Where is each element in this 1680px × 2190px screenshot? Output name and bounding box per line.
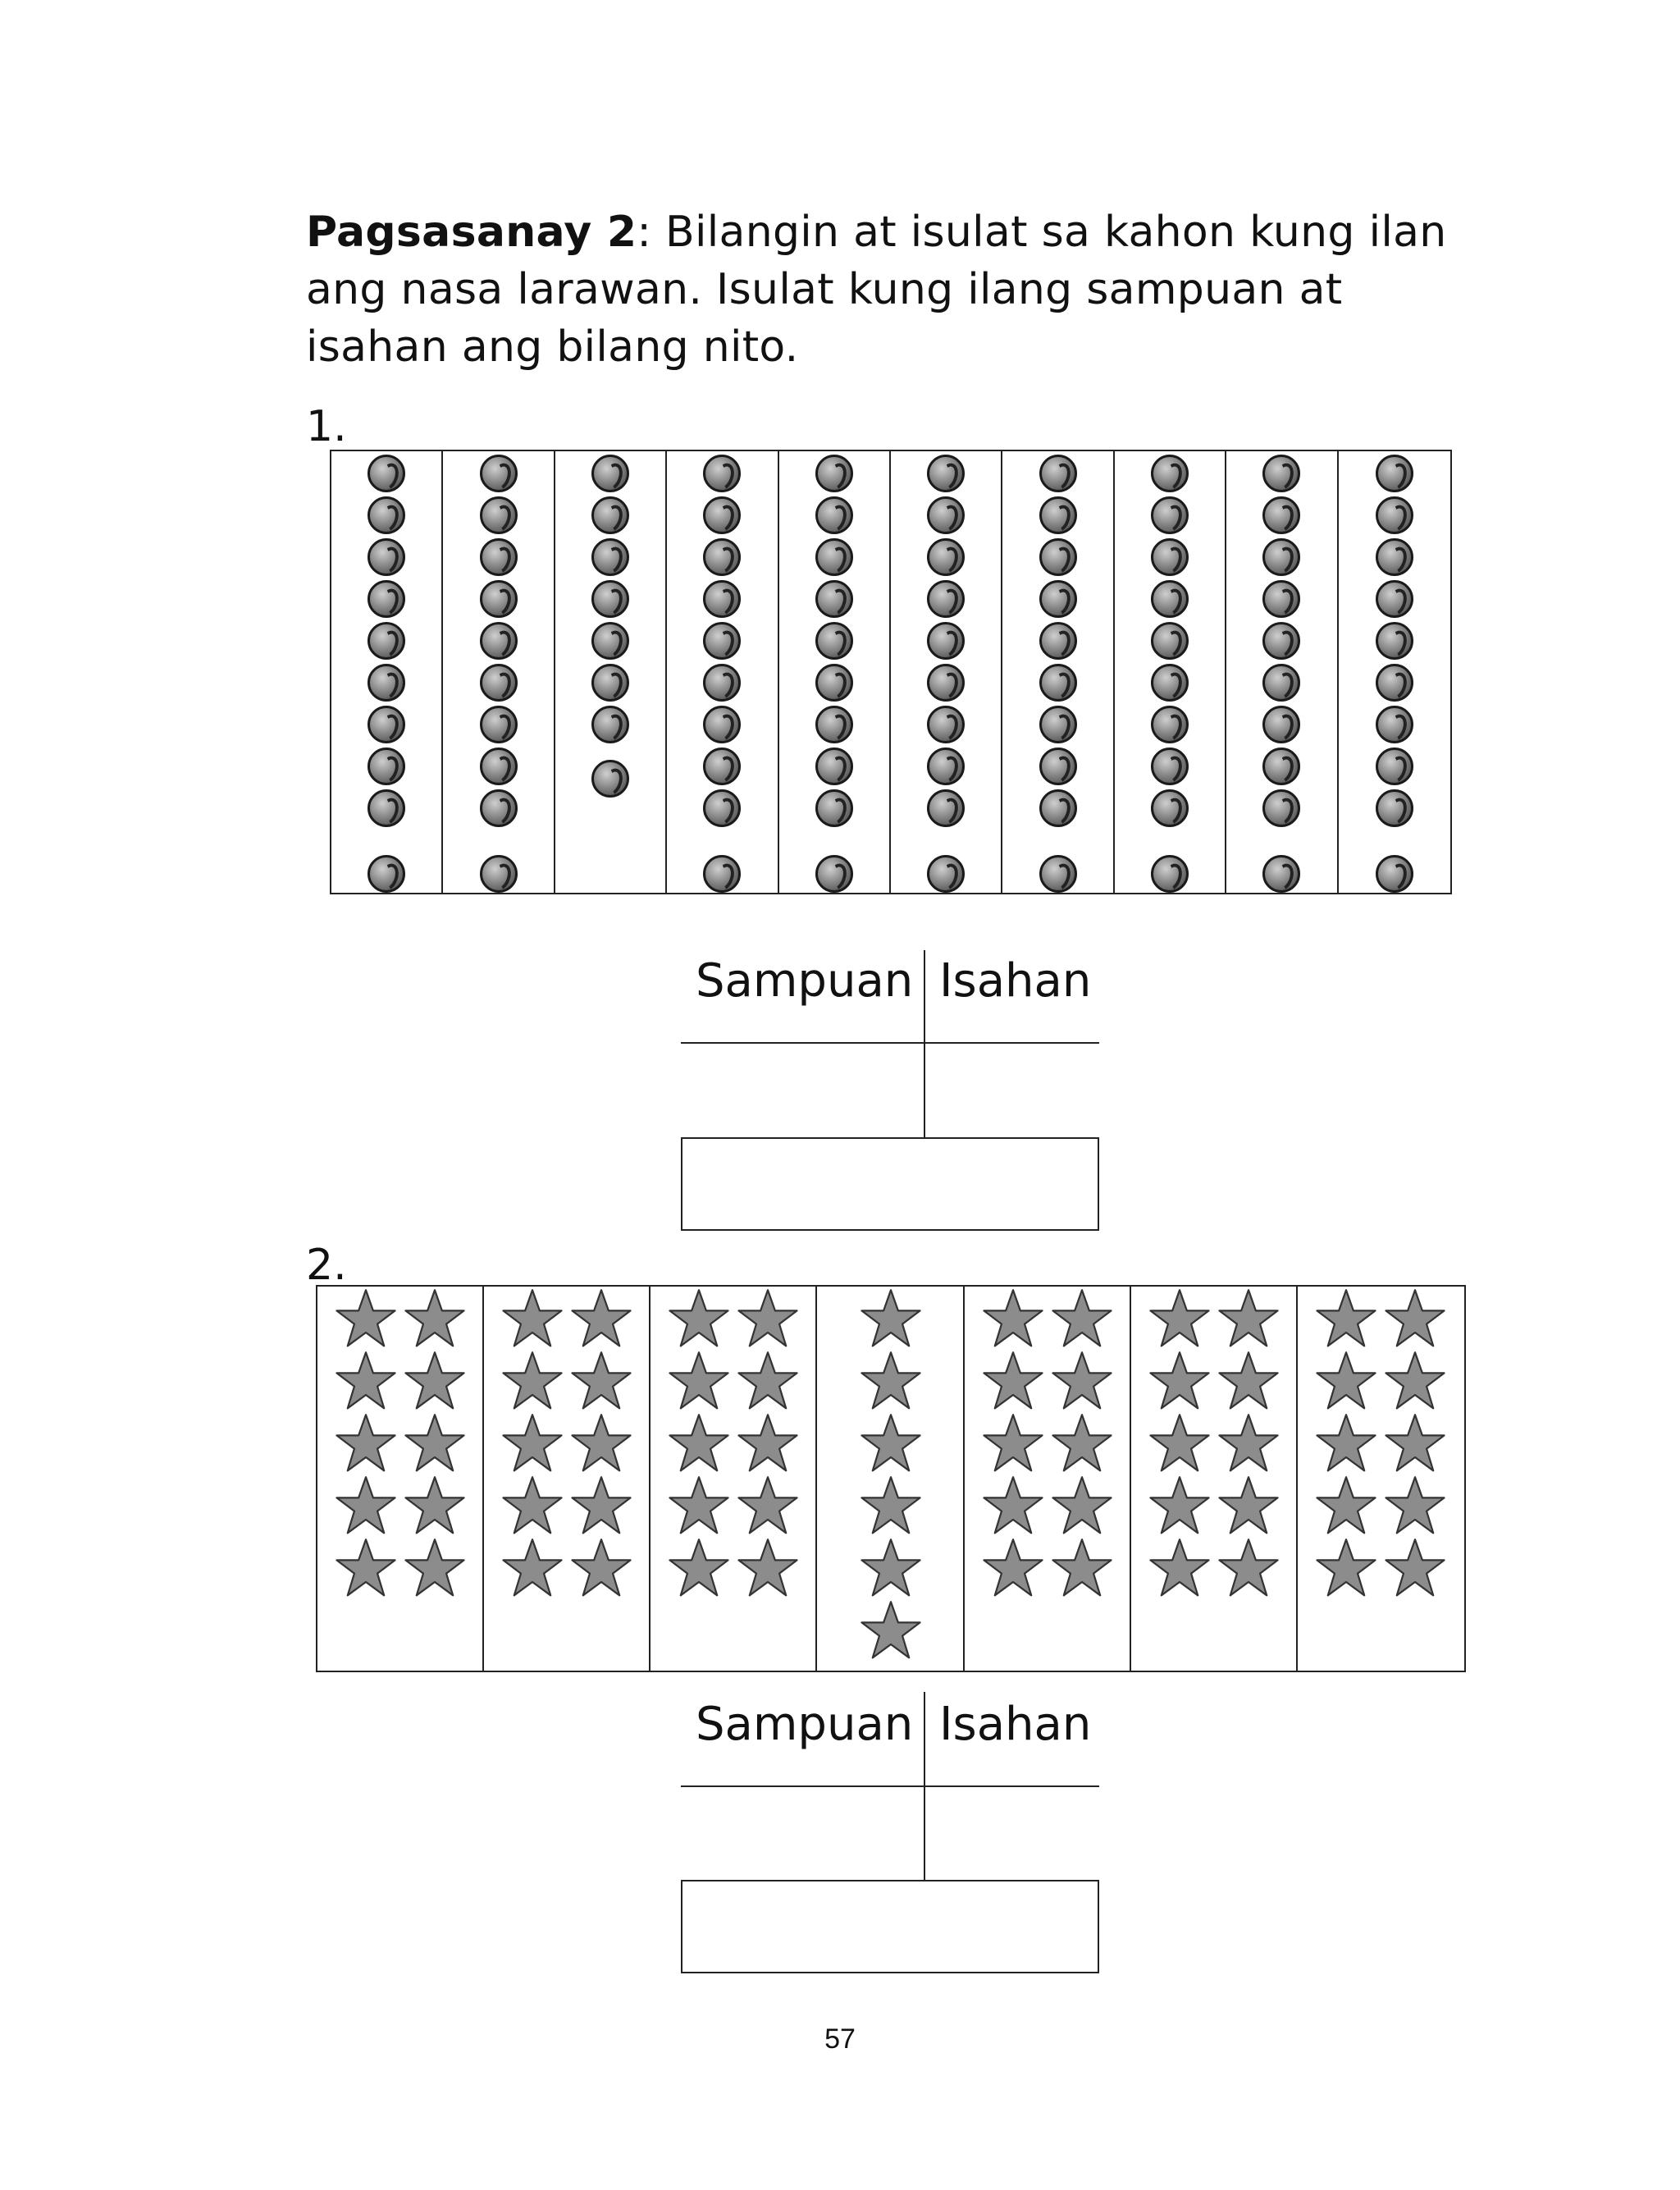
star-icon bbox=[1218, 1351, 1279, 1411]
star-icon bbox=[669, 1288, 729, 1349]
star-icon bbox=[502, 1351, 563, 1411]
ones-label-1: Isahan bbox=[939, 954, 1092, 1008]
star-icon bbox=[1218, 1475, 1279, 1536]
star-icon bbox=[336, 1475, 396, 1536]
coin-icon bbox=[1151, 789, 1189, 827]
star-icon bbox=[861, 1600, 921, 1661]
coin-group-7 bbox=[1002, 451, 1114, 893]
answer-box-1[interactable] bbox=[681, 1137, 1099, 1231]
coin-icon bbox=[1376, 789, 1413, 827]
coin-icon bbox=[1151, 622, 1189, 660]
star-icon bbox=[1218, 1288, 1279, 1349]
coin-icon bbox=[927, 789, 965, 827]
star-group-5 bbox=[965, 1287, 1131, 1671]
coin-icon bbox=[703, 538, 741, 576]
coin-icon bbox=[480, 789, 518, 827]
star-groups-grid bbox=[316, 1285, 1466, 1672]
coin-icon bbox=[368, 580, 405, 618]
coin-icon bbox=[480, 538, 518, 576]
coin-icon bbox=[927, 538, 965, 576]
coin-icon bbox=[927, 706, 965, 743]
coin-group-4 bbox=[667, 451, 778, 893]
coin-icon bbox=[1376, 455, 1413, 492]
exercise-1-number: 1. bbox=[306, 402, 347, 451]
coin-icon bbox=[1039, 496, 1077, 534]
star-icon bbox=[1316, 1538, 1376, 1598]
coin-icon bbox=[927, 748, 965, 785]
exercise-2-number: 2. bbox=[306, 1241, 347, 1290]
star-icon bbox=[1316, 1351, 1376, 1411]
star-icon bbox=[983, 1351, 1043, 1411]
coin-groups-grid bbox=[330, 450, 1452, 894]
star-icon bbox=[669, 1413, 729, 1474]
coin-icon bbox=[703, 706, 741, 743]
star-icon bbox=[1052, 1288, 1112, 1349]
coin-icon bbox=[1151, 538, 1189, 576]
star-icon bbox=[861, 1413, 921, 1474]
star-icon bbox=[669, 1351, 729, 1411]
coin-icon bbox=[703, 580, 741, 618]
star-icon bbox=[404, 1475, 465, 1536]
tens-label-1: Sampuan bbox=[696, 954, 914, 1008]
coin-icon bbox=[480, 855, 518, 893]
star-icon bbox=[737, 1475, 798, 1536]
coin-icon bbox=[368, 706, 405, 743]
chart-2-divider bbox=[681, 1785, 1099, 1787]
coin-icon bbox=[1376, 538, 1413, 576]
coin-icon bbox=[591, 706, 629, 743]
coin-icon bbox=[1262, 538, 1300, 576]
coin-icon bbox=[368, 455, 405, 492]
coin-group-3 bbox=[555, 451, 667, 893]
star-icon bbox=[1316, 1413, 1376, 1474]
star-icon bbox=[404, 1538, 465, 1598]
coin-icon bbox=[1039, 580, 1077, 618]
star-icon bbox=[861, 1475, 921, 1536]
coin-icon bbox=[591, 538, 629, 576]
star-icon bbox=[1385, 1413, 1445, 1474]
star-icon bbox=[737, 1413, 798, 1474]
coin-icon bbox=[368, 789, 405, 827]
coin-icon bbox=[1262, 622, 1300, 660]
coin-icon bbox=[1039, 664, 1077, 702]
coin-icon bbox=[1151, 455, 1189, 492]
coin-icon bbox=[1376, 706, 1413, 743]
star-icon bbox=[983, 1288, 1043, 1349]
page-number: 57 bbox=[824, 2023, 856, 2055]
coin-icon bbox=[1376, 855, 1413, 893]
star-icon bbox=[502, 1413, 563, 1474]
star-icon bbox=[861, 1351, 921, 1411]
instruction-text bbox=[306, 203, 1471, 376]
coin-icon bbox=[368, 622, 405, 660]
coin-icon bbox=[480, 455, 518, 492]
chart-2-separator bbox=[924, 1692, 925, 1881]
coin-icon bbox=[815, 496, 853, 534]
coin-icon bbox=[1262, 496, 1300, 534]
coin-icon bbox=[1039, 622, 1077, 660]
star-icon bbox=[1149, 1538, 1210, 1598]
coin-icon bbox=[368, 664, 405, 702]
star-icon bbox=[1052, 1538, 1112, 1598]
coin-icon bbox=[815, 706, 853, 743]
coin-icon bbox=[815, 455, 853, 492]
star-icon bbox=[1149, 1413, 1210, 1474]
star-icon bbox=[1316, 1475, 1376, 1536]
coin-icon bbox=[815, 622, 853, 660]
star-icon bbox=[502, 1288, 563, 1349]
coin-icon bbox=[368, 748, 405, 785]
coin-icon bbox=[1151, 664, 1189, 702]
coin-icon bbox=[1262, 455, 1300, 492]
coin-icon bbox=[703, 496, 741, 534]
star-group-2 bbox=[484, 1287, 651, 1671]
star-icon bbox=[1149, 1288, 1210, 1349]
coin-icon bbox=[1376, 622, 1413, 660]
coin-icon bbox=[1376, 580, 1413, 618]
coin-group-8 bbox=[1115, 451, 1226, 893]
coin-icon bbox=[1262, 748, 1300, 785]
star-icon bbox=[669, 1475, 729, 1536]
star-icon bbox=[1149, 1475, 1210, 1536]
star-icon bbox=[571, 1351, 632, 1411]
coin-icon bbox=[591, 664, 629, 702]
star-icon bbox=[1316, 1288, 1376, 1349]
coin-icon bbox=[1039, 789, 1077, 827]
ones-label-2: Isahan bbox=[939, 1698, 1092, 1751]
coin-icon bbox=[703, 789, 741, 827]
star-icon bbox=[336, 1538, 396, 1598]
star-icon bbox=[1052, 1475, 1112, 1536]
coin-icon bbox=[1262, 855, 1300, 893]
star-icon bbox=[404, 1351, 465, 1411]
star-icon bbox=[737, 1288, 798, 1349]
coin-icon bbox=[1151, 496, 1189, 534]
coin-icon bbox=[1376, 664, 1413, 702]
star-icon bbox=[669, 1538, 729, 1598]
coin-icon bbox=[368, 496, 405, 534]
chart-1-divider bbox=[681, 1042, 1099, 1044]
star-icon bbox=[861, 1288, 921, 1349]
coin-icon bbox=[927, 664, 965, 702]
coin-icon bbox=[480, 706, 518, 743]
coin-icon bbox=[1039, 855, 1077, 893]
instruction-body: : Bilangin at isulat sa kahon kung ilan ang nasa larawan. Isulat kung ilang sampuan at isahan ang bilang nito. bbox=[306, 208, 1447, 372]
instruction-label: Pagsasanay 2 bbox=[306, 208, 637, 257]
coin-icon bbox=[1039, 706, 1077, 743]
star-icon bbox=[502, 1538, 563, 1598]
star-icon bbox=[404, 1288, 465, 1349]
coin-icon bbox=[1151, 706, 1189, 743]
star-icon bbox=[1149, 1351, 1210, 1411]
coin-icon bbox=[927, 496, 965, 534]
star-icon bbox=[737, 1351, 798, 1411]
star-icon bbox=[1052, 1351, 1112, 1411]
coin-icon bbox=[1376, 496, 1413, 534]
coin-group-5 bbox=[779, 451, 891, 893]
coin-icon bbox=[815, 789, 853, 827]
coin-group-6 bbox=[891, 451, 1002, 893]
coin-icon bbox=[703, 622, 741, 660]
star-group-7 bbox=[1298, 1287, 1464, 1671]
coin-icon bbox=[927, 455, 965, 492]
star-icon bbox=[502, 1475, 563, 1536]
coin-icon bbox=[591, 496, 629, 534]
star-icon bbox=[571, 1413, 632, 1474]
star-icon bbox=[1218, 1413, 1279, 1474]
star-icon bbox=[1385, 1351, 1445, 1411]
answer-box-2[interactable] bbox=[681, 1880, 1099, 1973]
star-icon bbox=[983, 1475, 1043, 1536]
chart-1-separator bbox=[924, 950, 925, 1139]
coin-icon bbox=[480, 664, 518, 702]
coin-icon bbox=[1262, 706, 1300, 743]
coin-icon bbox=[927, 855, 965, 893]
star-icon bbox=[1385, 1475, 1445, 1536]
star-icon bbox=[571, 1288, 632, 1349]
star-icon bbox=[1385, 1538, 1445, 1598]
star-icon bbox=[737, 1538, 798, 1598]
star-icon bbox=[571, 1538, 632, 1598]
coin-icon bbox=[815, 580, 853, 618]
coin-icon bbox=[927, 622, 965, 660]
coin-icon bbox=[368, 855, 405, 893]
star-icon bbox=[983, 1413, 1043, 1474]
coin-icon bbox=[480, 580, 518, 618]
star-icon bbox=[1052, 1413, 1112, 1474]
star-group-4 bbox=[817, 1287, 965, 1671]
coin-icon bbox=[1262, 580, 1300, 618]
coin-icon bbox=[1039, 748, 1077, 785]
coin-icon bbox=[815, 855, 853, 893]
coin-icon bbox=[591, 580, 629, 618]
star-group-6 bbox=[1131, 1287, 1298, 1671]
coin-group-10 bbox=[1339, 451, 1450, 893]
star-icon bbox=[336, 1288, 396, 1349]
coin-icon bbox=[1376, 748, 1413, 785]
coin-icon bbox=[1039, 538, 1077, 576]
coin-icon bbox=[815, 664, 853, 702]
star-group-3 bbox=[651, 1287, 817, 1671]
coin-icon bbox=[480, 748, 518, 785]
coin-icon bbox=[815, 538, 853, 576]
coin-group-2 bbox=[443, 451, 555, 893]
coin-icon bbox=[703, 455, 741, 492]
coin-icon bbox=[703, 855, 741, 893]
coin-icon bbox=[480, 622, 518, 660]
tens-label-2: Sampuan bbox=[696, 1698, 914, 1751]
coin-icon bbox=[480, 496, 518, 534]
coin-icon bbox=[368, 538, 405, 576]
coin-group-9 bbox=[1226, 451, 1338, 893]
coin-icon bbox=[927, 580, 965, 618]
star-group-1 bbox=[317, 1287, 484, 1671]
star-icon bbox=[1218, 1538, 1279, 1598]
star-icon bbox=[571, 1475, 632, 1536]
star-icon bbox=[336, 1351, 396, 1411]
coin-icon bbox=[591, 622, 629, 660]
star-icon bbox=[861, 1538, 921, 1598]
coin-icon bbox=[1151, 855, 1189, 893]
coin-icon bbox=[815, 748, 853, 785]
coin-icon bbox=[1262, 789, 1300, 827]
star-icon bbox=[404, 1413, 465, 1474]
coin-icon bbox=[1151, 748, 1189, 785]
coin-icon bbox=[1039, 455, 1077, 492]
coin-group-1 bbox=[331, 451, 443, 893]
coin-icon bbox=[591, 760, 629, 798]
star-icon bbox=[983, 1538, 1043, 1598]
coin-icon bbox=[591, 455, 629, 492]
star-icon bbox=[336, 1413, 396, 1474]
coin-icon bbox=[703, 664, 741, 702]
coin-icon bbox=[1151, 580, 1189, 618]
coin-icon bbox=[703, 748, 741, 785]
coin-icon bbox=[1262, 664, 1300, 702]
star-icon bbox=[1385, 1288, 1445, 1349]
